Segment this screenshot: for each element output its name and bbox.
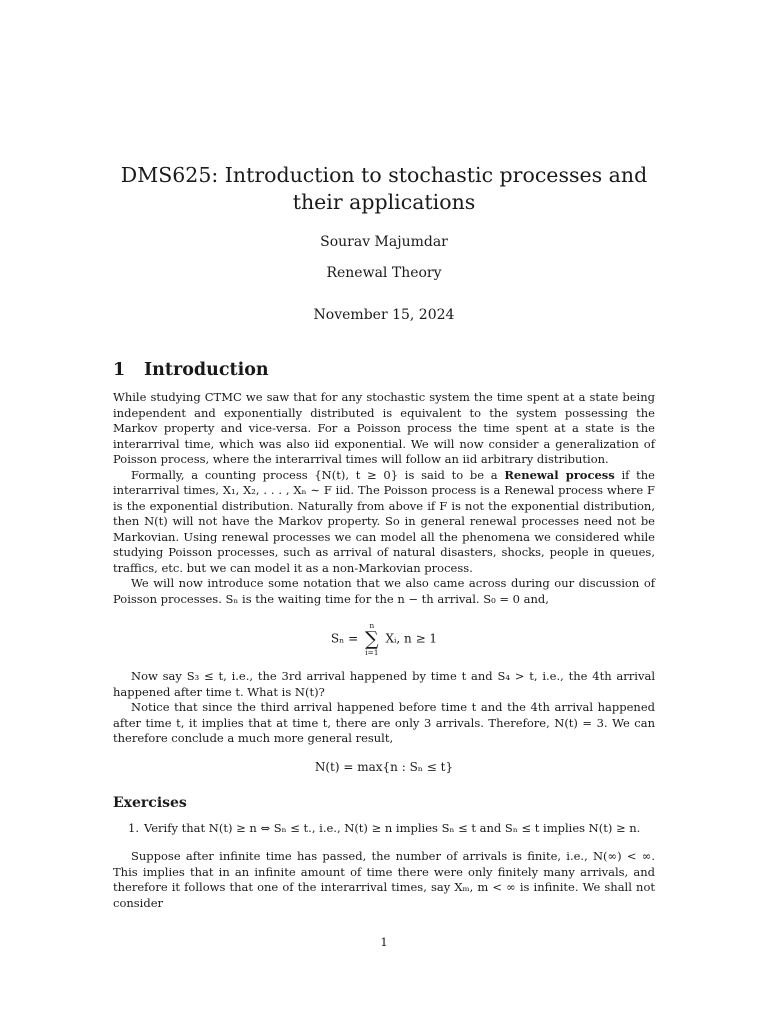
paragraph-text: Formally, a counting process {N(t), t ≥ 0} is said to be a <box>131 467 505 482</box>
sum-upper-limit: n <box>369 621 375 630</box>
equation-max: N(t) = max{n : Sₙ ≤ t} <box>314 760 454 774</box>
section-title: Introduction <box>144 360 269 380</box>
paragraph: While studying CTMC we saw that for any stochastic system the time spent at a state being independent and exponentially distributed is equivalent to the system possessing the Markov property and vice-versa. For a Poisson process the time spent at a state is the interarrival time, which was also iid exponential. We will now consider a generalization of Poisson process, where the interarrival times will follow an iid arbitrary distribution. <box>113 390 655 466</box>
subtitle: Renewal Theory <box>326 265 442 281</box>
paragraph: Suppose after infinite time has passed, the number of arrivals is finite, i.e., N(∞) < ∞. This implies that in an infinite amount of time there were only finitely many arrivals, and therefore it follows that one of the interarrival times, say Xₘ, m < ∞ is infinite. We shall not consider <box>113 849 655 910</box>
author: Sourav Majumdar <box>320 234 448 250</box>
equation-sum <box>0 622 768 662</box>
paragraph <box>113 468 655 577</box>
section-body-middle <box>113 669 655 747</box>
sigma-icon: ∑ <box>365 627 379 650</box>
sum-lower-limit: i=1 <box>365 647 379 657</box>
paragraph: Notice that since the third arrival happened before time t and the 4th arrival happened after time t, it implies that at time t, there are only 3 arrivals. Therefore, N(t) = 3. We can therefore conclude a much more general result, <box>113 700 655 745</box>
document-title: DMS625: Introduction to stochastic processes and their applications <box>120 163 648 214</box>
section-heading <box>113 360 269 380</box>
date: November 15, 2024 <box>313 307 455 323</box>
term-bold: Renewal process <box>504 467 615 482</box>
summation-symbol <box>365 622 379 656</box>
equation-lhs: Sₙ = <box>330 631 359 646</box>
page-number: 1 <box>380 935 388 949</box>
paragraph-text: if the interarrival times, X₁, X₂, . . . , Xₙ ∼ F iid. The Poisson process is a Renewal process where F is the exponential distribution. Naturally from above if F is not the exponential distribution, then N(t) will not have the Markov property. So in general renewal processes need not be Markovian. Using renewal processes we can model all the phenomena we considered while studying Poisson processes, such as arrival of natural disasters, shocks, people in queues, traffics, etc. but we can model it as a non-Markovian process. <box>113 467 655 575</box>
paragraph: We will now introduce some notation that we also came across during our discussion of Poisson processes. Sₙ is the waiting time for the n − th arrival. S₀ = 0 and, <box>113 576 655 606</box>
section-body-bottom <box>113 849 655 911</box>
paragraph: Now say S₃ ≤ t, i.e., the 3rd arrival happened by time t and S₄ > t, i.e., the 4th arrival happened after time t. What is N(t)? <box>113 669 655 699</box>
section-number: 1 <box>113 360 126 380</box>
list-item <box>128 821 658 835</box>
equation-rhs: Xᵢ, n ≥ 1 <box>385 631 438 646</box>
list-item-number: 1. <box>128 821 139 835</box>
section-body-top <box>113 390 655 607</box>
exercise-list <box>128 821 658 835</box>
exercises-heading: Exercises <box>113 795 187 811</box>
list-item-text: Verify that N(t) ≥ n ⇔ Sₙ ≤ t., i.e., N(t) ≥ n implies Sₙ ≤ t and Sₙ ≤ t implies N(t) ≥ n. <box>144 821 641 835</box>
